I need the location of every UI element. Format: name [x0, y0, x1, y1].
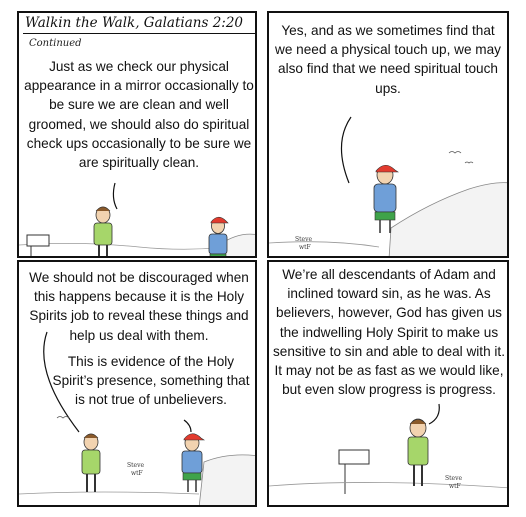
- comic-panel-3: [17, 260, 257, 507]
- panel-1-caption: Just as we check our physical appearance in a mirror occasionally to be sure we are clean and well groomed, we should also do spiritual check ups occasionally to be sure we are spiritually clean.: [24, 59, 254, 171]
- green-shirt-character: [408, 419, 428, 486]
- hill-icon: [199, 455, 257, 507]
- blue-shirt-character: [182, 434, 204, 492]
- panel-1-scene: [19, 13, 257, 258]
- continued-label: Continued: [29, 38, 82, 49]
- ground-line: [19, 492, 199, 494]
- green-shirt-character: [82, 434, 100, 492]
- bird-icon: [465, 162, 473, 163]
- comic-panel-2: [267, 11, 509, 258]
- panel-2-caption: Yes, and as we sometimes find that we need a physical touch up, we may also find that we need spiritual touch ups.: [275, 23, 501, 96]
- ground-line: [269, 482, 509, 488]
- comic-panel-1: [17, 11, 257, 258]
- green-shirt-character: [94, 207, 112, 258]
- blue-shirt-character: [374, 165, 398, 233]
- svg-text:wtF: wtF: [299, 244, 311, 251]
- artist-signature: Steve: [295, 236, 313, 243]
- panel-4-caption: We’re all descendants of Adam and inclined toward sin, as he was. As believers, however, God has given us the indwelling Holy Spirit to make us sensitive to sin and able to deal with it. It may not be as fast as we would like, but even slow progress is progress.: [273, 267, 505, 398]
- blue-shirt-character: [209, 217, 228, 258]
- bird-icon: [449, 152, 461, 154]
- panel-2-scene: [269, 13, 509, 258]
- signpost-icon: [339, 450, 369, 494]
- svg-text:wtF: wtF: [131, 470, 143, 477]
- speech-tail: [113, 183, 117, 209]
- svg-text:wtF: wtF: [449, 483, 461, 490]
- speech-tail: [184, 420, 191, 432]
- comic-panel-4: [267, 260, 509, 507]
- artist-signature: Steve: [127, 462, 145, 469]
- panel-4-scene: [269, 262, 509, 507]
- series-title: Walkin the Walk, Galatians 2:20: [25, 15, 244, 31]
- panel-3-scene: [19, 262, 257, 507]
- artist-signature: Steve: [445, 475, 463, 482]
- speech-tail: [429, 404, 439, 424]
- signpost-icon: [27, 235, 49, 258]
- speech-tail: [341, 117, 351, 183]
- panel-3-caption-a: We should not be discouraged when this happens because it is the Holy Spirits job to reveal these things and help us deal with them.: [29, 270, 249, 343]
- hill-icon: [389, 183, 509, 258]
- bird-icon: [57, 417, 69, 419]
- ground-line: [269, 242, 379, 247]
- panel-3-caption-b: This is evidence of the Holy Spirit’s presence, something that is not true of unbelievers.: [52, 354, 250, 408]
